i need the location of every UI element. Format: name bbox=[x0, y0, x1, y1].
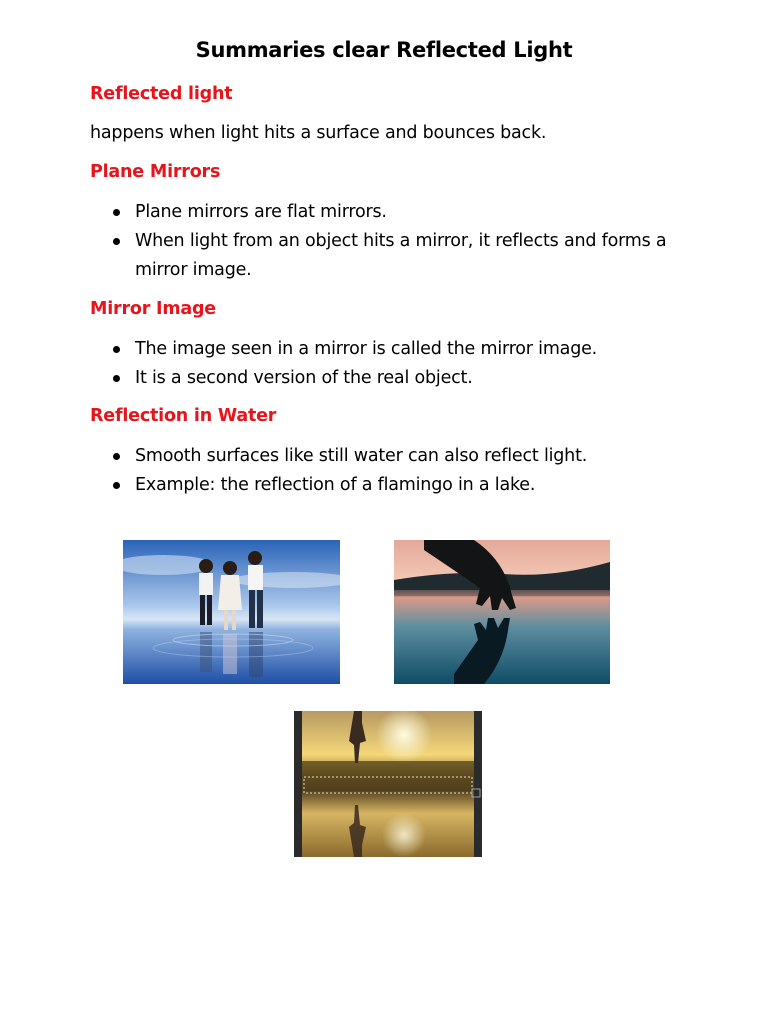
bullet-icon bbox=[113, 209, 120, 216]
hand-reflection-photo bbox=[394, 540, 610, 684]
bullet-icon bbox=[113, 482, 120, 489]
children-reflection-photo bbox=[123, 540, 340, 684]
mirror-image-list bbox=[90, 335, 670, 393]
page-title: Summaries clear Reflected Light bbox=[195, 38, 573, 62]
heading-reflection-in-water: Reflection in Water bbox=[90, 406, 277, 426]
list-item: When light from an object hits a mirror, it reflects and forms a mirror image. bbox=[90, 227, 670, 285]
heading-mirror-image: Mirror Image bbox=[90, 299, 216, 319]
definition-text: happens when light hits a surface and bounces back. bbox=[90, 123, 547, 143]
list-item: The image seen in a mirror is called the mirror image. bbox=[90, 335, 670, 364]
heading-plane-mirrors: Plane Mirrors bbox=[90, 162, 221, 182]
list-item: Plane mirrors are flat mirrors. bbox=[90, 198, 670, 227]
sunset-reflection-photo bbox=[294, 711, 482, 857]
list-item: It is a second version of the real object. bbox=[90, 364, 670, 393]
bullet-icon bbox=[113, 375, 120, 382]
bullet-icon bbox=[113, 238, 120, 245]
list-item: Smooth surfaces like still water can also reflect light. bbox=[90, 442, 670, 471]
plane-mirrors-list bbox=[90, 198, 670, 285]
bullet-icon bbox=[113, 453, 120, 460]
reflection-in-water-list bbox=[90, 442, 670, 500]
list-item: Example: the reflection of a flamingo in a lake. bbox=[90, 471, 670, 500]
heading-reflected-light: Reflected light bbox=[90, 84, 233, 104]
bullet-icon bbox=[113, 346, 120, 353]
